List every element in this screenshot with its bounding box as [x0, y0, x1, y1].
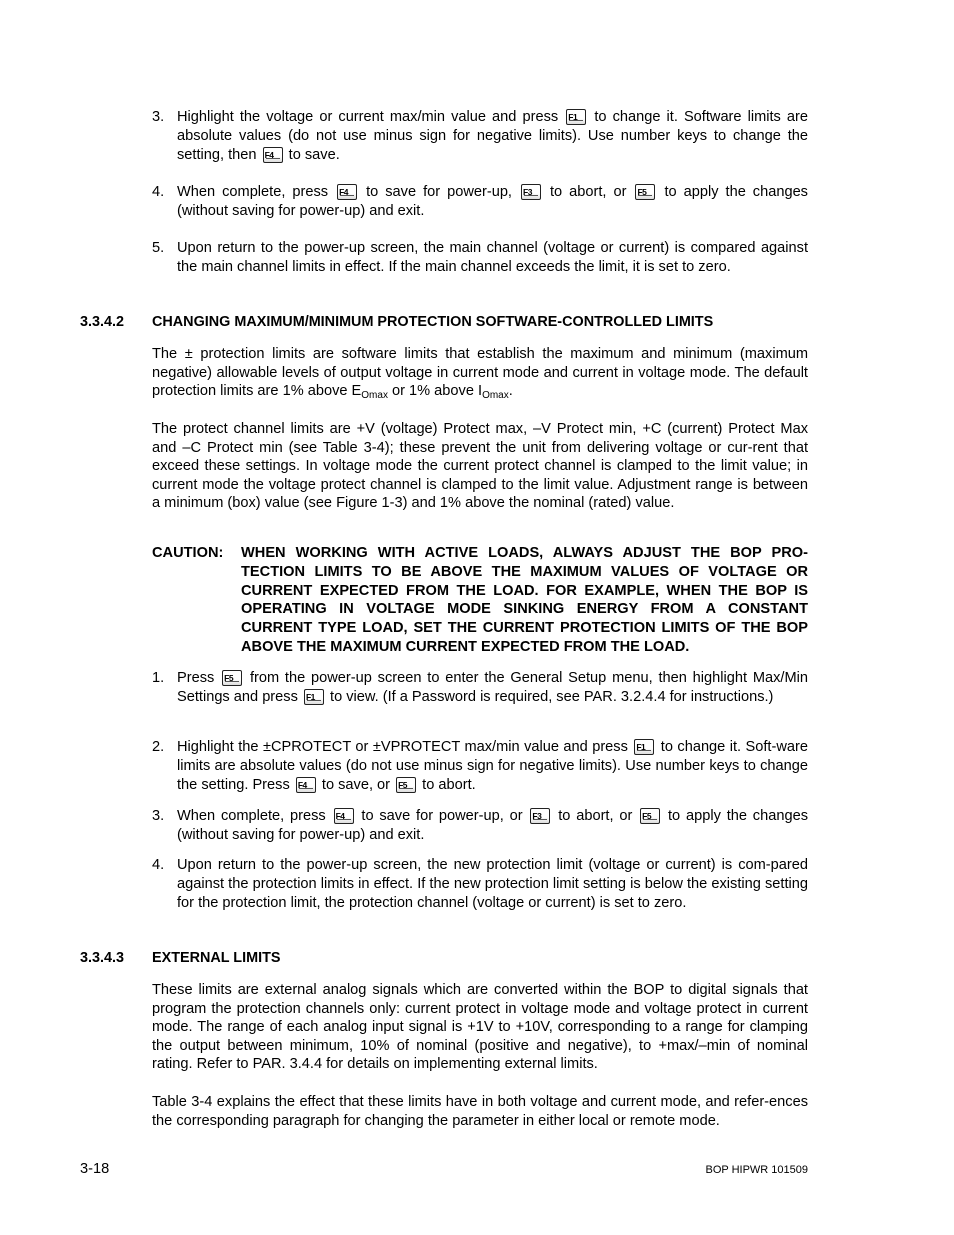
caution-notice — [152, 544, 808, 657]
page-number: 3-18 — [80, 1161, 110, 1177]
list-item — [152, 738, 808, 794]
f4-key-icon: F4 — [337, 184, 357, 200]
f5-key-icon: F5 — [222, 670, 242, 686]
list-number: 4. — [152, 184, 165, 200]
list-number: 1. — [152, 670, 165, 686]
caution-text: WHEN WORKING WITH ACTIVE LOADS, ALWAYS ADJUST THE BOP PRO-TECTION LIMITS TO BE ABOVE THE MAXIMUM VALUES OF VOLTAGE OR CURRENT EXPECTED FROM THE LOAD. FOR EXAMPLE, WHEN THE BOP IS OPERATING IN VOLTAGE MODE SINKING ENERGY FROM A CONSTANT CURRENT TYPE LOAD, SET THE CURRENT PROTECTION LIMITS OF THE BOP ABOVE THE MAXIMUM CURRENT EXPECTED FROM THE LOAD. — [241, 545, 808, 655]
paragraph — [152, 345, 808, 406]
text: Highlight the voltage or current max/min value and press — [177, 109, 559, 125]
text: When complete, press — [177, 808, 326, 824]
paragraph: Table 3-4 explains the effect that these limits have in both voltage and current mode, and refer-ences the corresponding paragraph for changing the parameter in either local or remote mode. — [152, 1094, 808, 1129]
f1-key-icon: F1 — [304, 689, 324, 705]
text: to change it. Software limits are absolute values (do not use minus sign for negative limits). Use number keys to change the setting, then — [177, 109, 809, 163]
section-title: EXTERNAL LIMITS — [152, 950, 281, 966]
text: Upon return to the power-up screen, the new protection limit (voltage or current) is com-pared against the protection limits in effect. If the new protection limit setting is below the existing setting for the protection limit, the protection channel (voltage or current) is set to zero. — [177, 857, 808, 911]
text: Upon return to the power-up screen, the main channel (voltage or current) is compared against the main channel limits in effect. If the main channel exceeds the limit, it is set to zero. — [177, 240, 808, 275]
text: Press — [177, 670, 215, 686]
f3-key-icon: F3 — [521, 184, 541, 200]
list-number: 5. — [152, 240, 165, 256]
text: to view. (If a Password is required, see PAR. 3.2.4.4 for instructions.) — [330, 688, 774, 705]
list-number: 2. — [152, 739, 165, 755]
text: . — [508, 383, 513, 400]
section-heading — [80, 314, 713, 330]
text: to save for power-up, — [366, 184, 512, 200]
text: from the power-up screen to enter the General Setup menu, then highlight Max/Min Settings and press — [177, 670, 808, 705]
list-item — [152, 856, 808, 912]
f1-key-icon: F1 — [566, 109, 586, 125]
list-item — [152, 807, 808, 845]
text: The ± protection limits are software limits that establish the maximum and minimum (maximum negative) allowable levels of output voltage in current mode and current in voltage mode. The default protection limits are 1% above E — [152, 346, 808, 400]
list-number: 3. — [152, 808, 165, 824]
list-item — [152, 669, 808, 707]
list-number: 3. — [152, 109, 165, 125]
caution-label: CAUTION: — [152, 545, 224, 561]
text: to apply the changes (without saving for power-up) and exit. — [177, 184, 808, 219]
f5-key-icon: F5 — [640, 808, 660, 824]
text: When complete, press — [177, 184, 329, 200]
document-id: BOP HIPWR 101509 — [705, 1164, 808, 1176]
text: to save for power-up, or — [361, 808, 523, 824]
subscript: Omax — [361, 390, 388, 402]
text: or 1% above I — [387, 383, 483, 400]
paragraph: The protect channel limits are +V (voltage) Protect max, –V Protect min, +C (current) Protect Max and –C Protect min (see Table 3-4); these prevent the unit from delivering voltage or cur-rent that exceed these settings. In voltage mode the current protect channel is clamped to the limit value; in current mode the voltage protect channel is clamped to the limit value. Adjustment range is between a minimum (box) value (see Figure 1-3) and 1% above the nominal (rated) value. — [152, 421, 808, 512]
text: to abort, or — [550, 184, 627, 200]
list-item — [152, 108, 808, 164]
section-number: 3.3.4.2 — [80, 314, 125, 330]
f5-key-icon: F5 — [635, 184, 655, 200]
f1-key-icon: F1 — [634, 739, 654, 755]
text: to save, or — [321, 776, 391, 793]
paragraph: These limits are external analog signals which are converted within the BOP to digital signals that program the protection channels only: current protect in voltage mode and voltage protect in current mode. The range of each analog input signal is +1V to +10V, corresponding to a range for clamping the output between minimum, 10% of nominal (positive and negative), to +max/–min of nominal rating. Refer to PAR. 3.4.4 for details on implementing external limits. — [152, 982, 808, 1073]
text: to abort, or — [558, 808, 633, 824]
list-number: 4. — [152, 857, 165, 873]
f4-key-icon: F4 — [334, 808, 354, 824]
text: to abort. — [422, 776, 476, 793]
f3-key-icon: F3 — [530, 808, 550, 824]
section-heading — [80, 950, 280, 966]
text: Highlight the ±CPROTECT or ±VPROTECT max/min value and press — [177, 739, 628, 755]
text: to change it. Soft-ware limits are absolute values (do not use minus sign for negative limits). Use number keys to change the setting. Press — [177, 739, 808, 793]
f4-key-icon: F4 — [263, 147, 283, 163]
text: to apply the changes (without saving for power-up) and exit. — [177, 808, 808, 843]
list-item — [152, 239, 808, 277]
f4-key-icon: F4 — [296, 777, 316, 793]
section-number: 3.3.4.3 — [80, 950, 125, 966]
f5-key-icon: F5 — [396, 777, 416, 793]
list-item — [152, 183, 808, 221]
subscript: Omax — [482, 390, 509, 402]
text: to save. — [288, 146, 340, 163]
section-title: CHANGING MAXIMUM/MINIMUM PROTECTION SOFTWARE-CONTROLLED LIMITS — [152, 314, 714, 330]
